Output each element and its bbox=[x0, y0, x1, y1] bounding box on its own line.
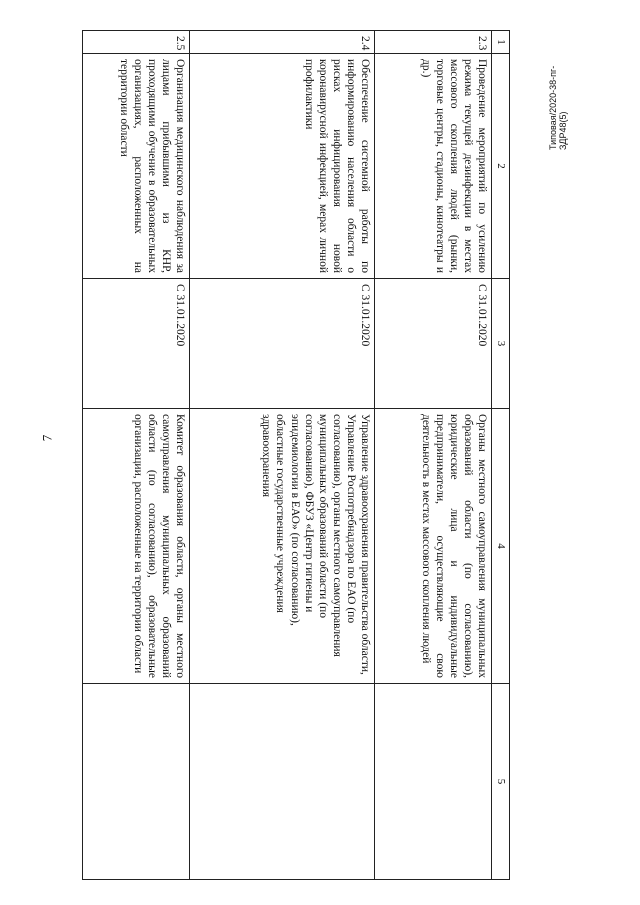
table-row bbox=[374, 31, 491, 880]
note-cell bbox=[374, 684, 491, 880]
table-row bbox=[189, 31, 374, 880]
measures-table bbox=[82, 30, 510, 880]
event-cell: Обеспечение системной работы по информированию населения области о рисках инфицирования новой коронавирусной инфекцией, мерах личной профилактики bbox=[189, 54, 374, 279]
row-number: 2.4 bbox=[189, 31, 374, 54]
executors-cell: Управление здравоохранения правительства области, Управление Роспотребнадзора по ЕАО (по согласованию), органы местного самоуправления муниципальных образований области (по согласованию), ФБУЗ «Центр гигиены и эпидемиологии в ЕАО» (по согласованию), областные государственные учреждения здравоохранения bbox=[189, 409, 374, 684]
event-cell: Организация медицинского наблюдения за лицами прибывшими из КНР, проходящими обучение в образовательных организациях, расположенных на территории области bbox=[82, 54, 189, 279]
date-cell: С 31.01.2020 bbox=[82, 279, 189, 409]
executors-cell: Комитет образования области, органы местного самоуправления муниципальных образований области (по согласованию), образовательные организации, расположенные на территории области bbox=[82, 409, 189, 684]
executors-cell: Органы местного самоуправления муниципальных образований области (по согласованию), юридические лица и индивидуальные предприниматели, осуществляющие свою деятельность в местах массового скопления людей bbox=[374, 409, 491, 684]
header-col-3: 3 bbox=[491, 279, 509, 409]
header-col-5: 5 bbox=[491, 684, 509, 880]
header-col-4: 4 bbox=[491, 409, 509, 684]
header-col-1: 1 bbox=[491, 31, 509, 54]
rotated-table-container bbox=[76, 30, 510, 880]
note-cell bbox=[82, 684, 189, 880]
page-number: 7 bbox=[39, 434, 55, 442]
document-code: Типовая/2020-38-пг-ЗДР48(5) bbox=[548, 65, 568, 150]
header-col-2: 2 bbox=[491, 54, 509, 279]
note-cell bbox=[189, 684, 374, 880]
date-cell: С 31.01.2020 bbox=[189, 279, 374, 409]
event-cell: Проведение мероприятий по усилению режима текущей дезинфекции в местах массового скопления людей (рынки, торговые центры, стадионы, кинотеатры и др.) bbox=[374, 54, 491, 279]
table-header-row bbox=[491, 31, 509, 880]
row-number: 2.3 bbox=[374, 31, 491, 54]
table-row bbox=[82, 31, 189, 880]
date-cell: С 31.01.2020 bbox=[374, 279, 491, 409]
row-number: 2.5 bbox=[82, 31, 189, 54]
